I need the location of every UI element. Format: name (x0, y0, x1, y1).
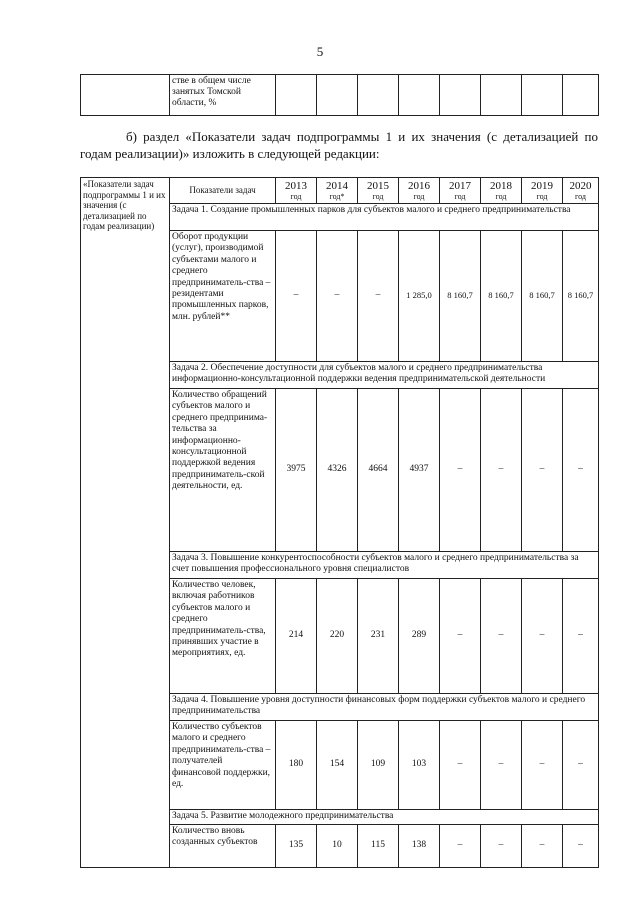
empty-cell (481, 75, 522, 116)
indicator-value: 3975 (276, 389, 317, 552)
indicator-value: 4664 (358, 389, 399, 552)
year-suffix: год (290, 192, 302, 201)
year-header (399, 178, 440, 204)
empty-cell (399, 75, 440, 116)
indicator-value: – (522, 825, 563, 868)
year-suffix: год (454, 192, 466, 201)
indicator-header: Показатели задач (170, 178, 276, 204)
indicator-value: – (440, 825, 481, 868)
year-suffix: год (536, 192, 548, 201)
empty-cell (563, 75, 599, 116)
indicator-value: 135 (276, 825, 317, 868)
indicator-name: Количество субъектов малого и среднего предприниматель-ства – получателей финансовой поддержки, ед. (170, 721, 276, 810)
indicator-value: – (563, 825, 599, 868)
year-suffix: год (413, 192, 425, 201)
empty-cell (276, 75, 317, 116)
section-label-cell: «Показатели задач подпрограммы 1 и их значения (с детализацией по годам реализации) (81, 178, 170, 868)
indicator-value: – (563, 721, 599, 810)
indicator-name: Количество вновь созданных субъектов (170, 825, 276, 868)
indicator-value: 10 (317, 825, 358, 868)
year-label: 2020 (569, 180, 592, 192)
year-label: 2016 (408, 180, 430, 192)
indicator-value: 154 (317, 721, 358, 810)
indicator-name: Количество обращений субъектов малого и среднего предпринима-тельства за информационно-консультационной поддержкой ведения предприниматель-ской деятельности, ед. (170, 389, 276, 552)
indicator-value: – (440, 579, 481, 694)
indicator-value: 8 160,7 (440, 231, 481, 362)
year-label: 2017 (449, 180, 471, 192)
indicator-value: – (317, 231, 358, 362)
indicator-value: – (481, 389, 522, 552)
indicator-value: – (481, 825, 522, 868)
page-number: 5 (316, 44, 324, 59)
empty-cell (81, 75, 170, 116)
indicator-value: 115 (358, 825, 399, 868)
indicator-value: 4937 (399, 389, 440, 552)
indicator-value: 220 (317, 579, 358, 694)
indicator-value: – (563, 579, 599, 694)
task-title: Задача 4. Повышение уровня доступности финансовых форм поддержки субъектов малого и среднего предпринимательства (170, 694, 599, 721)
empty-cell (440, 75, 481, 116)
indicator-value: 8 160,7 (481, 231, 522, 362)
indicator-value: 231 (358, 579, 399, 694)
year-header (563, 178, 599, 204)
indicator-value: – (563, 389, 599, 552)
indicator-value: – (276, 231, 317, 362)
indicator-value: – (440, 721, 481, 810)
instruction-paragraph: б) раздел «Показатели задач подпрограммы 1 и их значения (с детализацией по годам реализации)» изложить в следующей редакции: (80, 129, 598, 161)
year-suffix: год (372, 192, 384, 201)
continuation-table (80, 74, 599, 116)
indicator-value: 138 (399, 825, 440, 868)
indicator-value: 8 160,7 (563, 231, 599, 362)
year-header (481, 178, 522, 204)
empty-cell (358, 75, 399, 116)
task-title: Задача 1. Создание промышленных парков для субъектов малого и среднего предпринимательства (170, 204, 599, 231)
year-label: 2019 (531, 180, 553, 192)
indicator-value: – (481, 721, 522, 810)
indicator-value: – (522, 721, 563, 810)
indicator-value: – (358, 231, 399, 362)
year-header (317, 178, 358, 204)
indicator-value: 289 (399, 579, 440, 694)
header-row (81, 178, 599, 204)
year-label: 2018 (490, 180, 512, 192)
indicator-value: 4326 (317, 389, 358, 552)
task-title: Задача 2. Обеспечение доступности для субъектов малого и среднего предпринимательства информационно-консультационной поддержки ведения предпринимательской деятельности (170, 362, 599, 389)
year-header (276, 178, 317, 204)
indicator-name: Оборот продукции (услуг), производимой субъектами малого и среднего предприниматель-ства – резидентами промышленных парков, млн. рублей** (170, 231, 276, 362)
year-header (522, 178, 563, 204)
indicator-name: Количество человек, включая работников субъектов малого и среднего предприниматель-ства, принявших участие в мероприятиях, ед. (170, 579, 276, 694)
indicator-value: – (522, 389, 563, 552)
year-label: 2015 (367, 180, 389, 192)
indicators-table (80, 177, 599, 868)
empty-cell (522, 75, 563, 116)
year-header (358, 178, 399, 204)
indicator-value: – (440, 389, 481, 552)
task-title: Задача 5. Развитие молодежного предпринимательства (170, 810, 599, 825)
year-label: 2013 (285, 180, 307, 192)
year-header (440, 178, 481, 204)
empty-cell (317, 75, 358, 116)
year-label: 2014 (326, 180, 348, 192)
indicator-value: 214 (276, 579, 317, 694)
year-suffix: год (495, 192, 507, 201)
indicator-value: 109 (358, 721, 399, 810)
indicator-value: 8 160,7 (522, 231, 563, 362)
year-suffix: год (575, 192, 586, 201)
year-suffix: год* (329, 192, 345, 201)
indicator-value: 103 (399, 721, 440, 810)
indicator-value: 180 (276, 721, 317, 810)
indicator-text-cell: стве в общем числе занятых Томской области, % (170, 75, 276, 116)
task-title: Задача 3. Повышение конкурентоспособности субъектов малого и среднего предпринимательства за счет повышения профессионального уровня специалистов (170, 552, 599, 579)
indicator-value: 1 285,0 (399, 231, 440, 362)
indicator-value: – (522, 579, 563, 694)
indicator-value: – (481, 579, 522, 694)
